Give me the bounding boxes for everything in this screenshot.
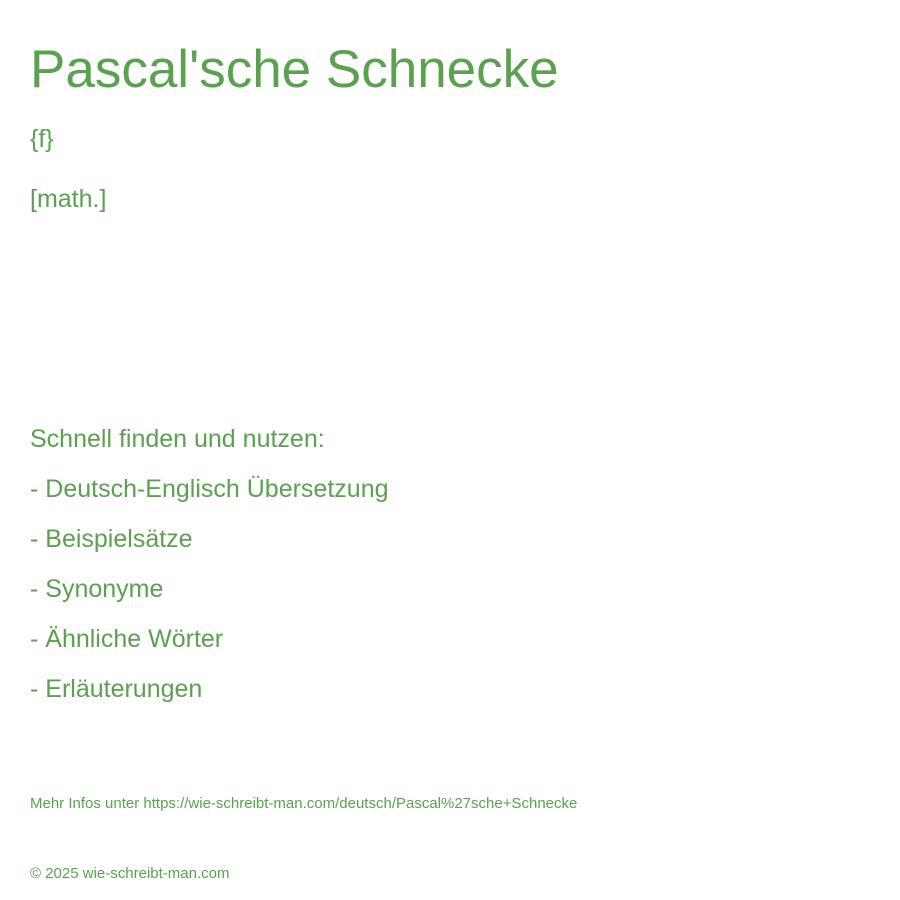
feature-item-synonyms: - Synonyme <box>30 575 164 603</box>
copyright-notice: © 2025 wie-schreibt-man.com <box>30 865 230 882</box>
page-title: Pascal'sche Schnecke <box>30 40 559 99</box>
feature-item-explanations: - Erläuterungen <box>30 675 203 703</box>
features-heading: Schnell finden und nutzen: <box>30 425 325 453</box>
feature-item-similar-words: - Ähnliche Wörter <box>30 625 224 653</box>
more-info-link: Mehr Infos unter https://wie-schreibt-man.com/deutsch/Pascal%27sche+Schnecke <box>30 795 578 812</box>
subject-domain-tag: [math.] <box>30 185 107 213</box>
gender-tag: {f} <box>30 125 54 153</box>
feature-item-translation: - Deutsch-Englisch Übersetzung <box>30 475 389 503</box>
features-list <box>30 424 389 724</box>
feature-item-example-sentences: - Beispielsätze <box>30 525 193 553</box>
